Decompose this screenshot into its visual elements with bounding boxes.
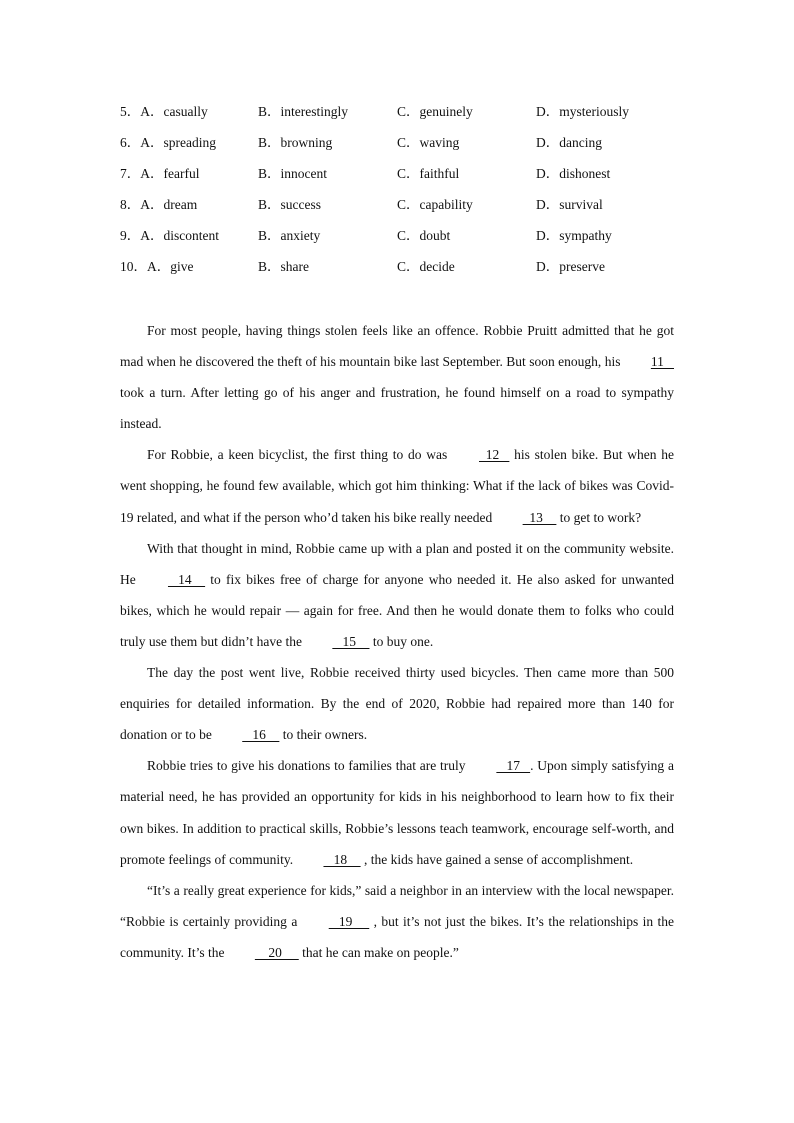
paragraph-text: to their owners. bbox=[279, 727, 368, 743]
paragraph-1 bbox=[120, 315, 674, 439]
paragraph-text: For Robbie, a keen bicyclist, the first thing to do was bbox=[147, 447, 452, 463]
paragraph-4 bbox=[120, 657, 674, 750]
blank-19: 19 bbox=[328, 913, 370, 929]
paragraph-text: to buy one. bbox=[369, 633, 434, 649]
paragraph-text: took a turn. After letting go of his anger and frustration, he found himself on a road to sympathy instead. bbox=[120, 385, 674, 432]
paragraph-text: For most people, having things stolen feels like an offence. Robbie Pruitt admitted that he got mad when he discovered the theft of his mountain bike last September. But soon enough, his bbox=[120, 323, 674, 370]
option-5b: B．interestingly bbox=[258, 104, 348, 119]
cloze-passage bbox=[120, 315, 674, 968]
option-7b: B．innocent bbox=[258, 166, 327, 181]
blank-20: 20 bbox=[254, 944, 299, 960]
option-8d: D．survival bbox=[536, 197, 603, 212]
option-9b: B．anxiety bbox=[258, 228, 321, 243]
paragraph-2 bbox=[120, 439, 674, 532]
paragraph-3 bbox=[120, 533, 674, 657]
option-6b: B．browning bbox=[258, 135, 333, 150]
paragraph-text: . Upon simply satisfying a material need, he has provided an opportunity for kids in his neighborhood to learn how to fix their own bikes. In addition to practical skills, Robbie’s lessons teach teamwork, encourage self-worth, and promote feelings of community. bbox=[120, 758, 674, 867]
option-9a: 9．A．discontent bbox=[120, 228, 219, 243]
paragraph-text: to fix bikes free of charge for anyone who needed it. He also asked for unwanted bikes, which he would repair — again for free. And then he would donate them to folks who could truly use them but didn’t have the bbox=[120, 571, 675, 649]
option-8a: 8．A．dream bbox=[120, 197, 198, 212]
option-8b: B．success bbox=[258, 197, 321, 212]
option-5c: C．genuinely bbox=[397, 104, 473, 119]
option-8c: C．capability bbox=[397, 197, 473, 212]
option-10c: C．decide bbox=[397, 259, 455, 274]
option-6a: 6．A．spreading bbox=[120, 135, 216, 150]
paragraph-text: , but it’s not just the bikes. It’s the relationships in the community. It’s the bbox=[120, 913, 674, 960]
paragraph-text: The day the post went live, Robbie received thirty used bicycles. Then came more than 500 enquiries for detailed information. By the end of 2020, Robbie had repaired more than 140 for donation or to be bbox=[120, 665, 674, 743]
paragraph-5 bbox=[120, 750, 674, 874]
option-6d: D．dancing bbox=[536, 135, 602, 150]
paragraph-6 bbox=[120, 875, 674, 968]
option-5a: 5．A．casually bbox=[120, 104, 208, 119]
option-6c: C．waving bbox=[397, 135, 460, 150]
blank-17: 17 bbox=[496, 758, 531, 774]
paragraph-text: to get to work? bbox=[556, 509, 642, 525]
paragraph-text: his stolen bike. But when he went shopping, he found few available, which got him thinking: What if the lack of bikes was Covid-19 related, and what if the person who’d taken his bike really needed bbox=[120, 447, 675, 525]
blank-12: 12 bbox=[479, 447, 510, 463]
blank-14: 14 bbox=[167, 571, 206, 587]
option-9c: C．doubt bbox=[397, 228, 451, 243]
option-7a: 7．A．fearful bbox=[120, 166, 200, 181]
option-5d: D．mysteriously bbox=[536, 104, 629, 119]
option-10a: 10．A．give bbox=[120, 259, 194, 274]
paragraph-text: that he can make on people.” bbox=[298, 944, 459, 960]
blank-16: 16 bbox=[242, 727, 280, 743]
option-10d: D．preserve bbox=[536, 259, 605, 274]
paragraph-text: Robbie tries to give his donations to families that are truly bbox=[147, 758, 470, 774]
paragraph-text: With that thought in mind, Robbie came up with a plan and posted it on the community website. He bbox=[120, 540, 674, 587]
blank-15: 15 bbox=[332, 633, 370, 649]
option-10b: B．share bbox=[258, 259, 309, 274]
option-9d: D．sympathy bbox=[536, 228, 612, 243]
paragraph-text: “It’s a really great experience for kids,” said a neighbor in an interview with the local newspaper. “Robbie is certainly providing a bbox=[120, 882, 674, 929]
option-7c: C．faithful bbox=[397, 166, 460, 181]
blank-11: 11 bbox=[650, 354, 674, 370]
blank-13: 13 bbox=[522, 509, 557, 525]
blank-18: 18 bbox=[323, 851, 361, 867]
paragraph-text: , the kids have gained a sense of accomplishment. bbox=[360, 851, 634, 867]
option-7d: D．dishonest bbox=[536, 166, 611, 181]
